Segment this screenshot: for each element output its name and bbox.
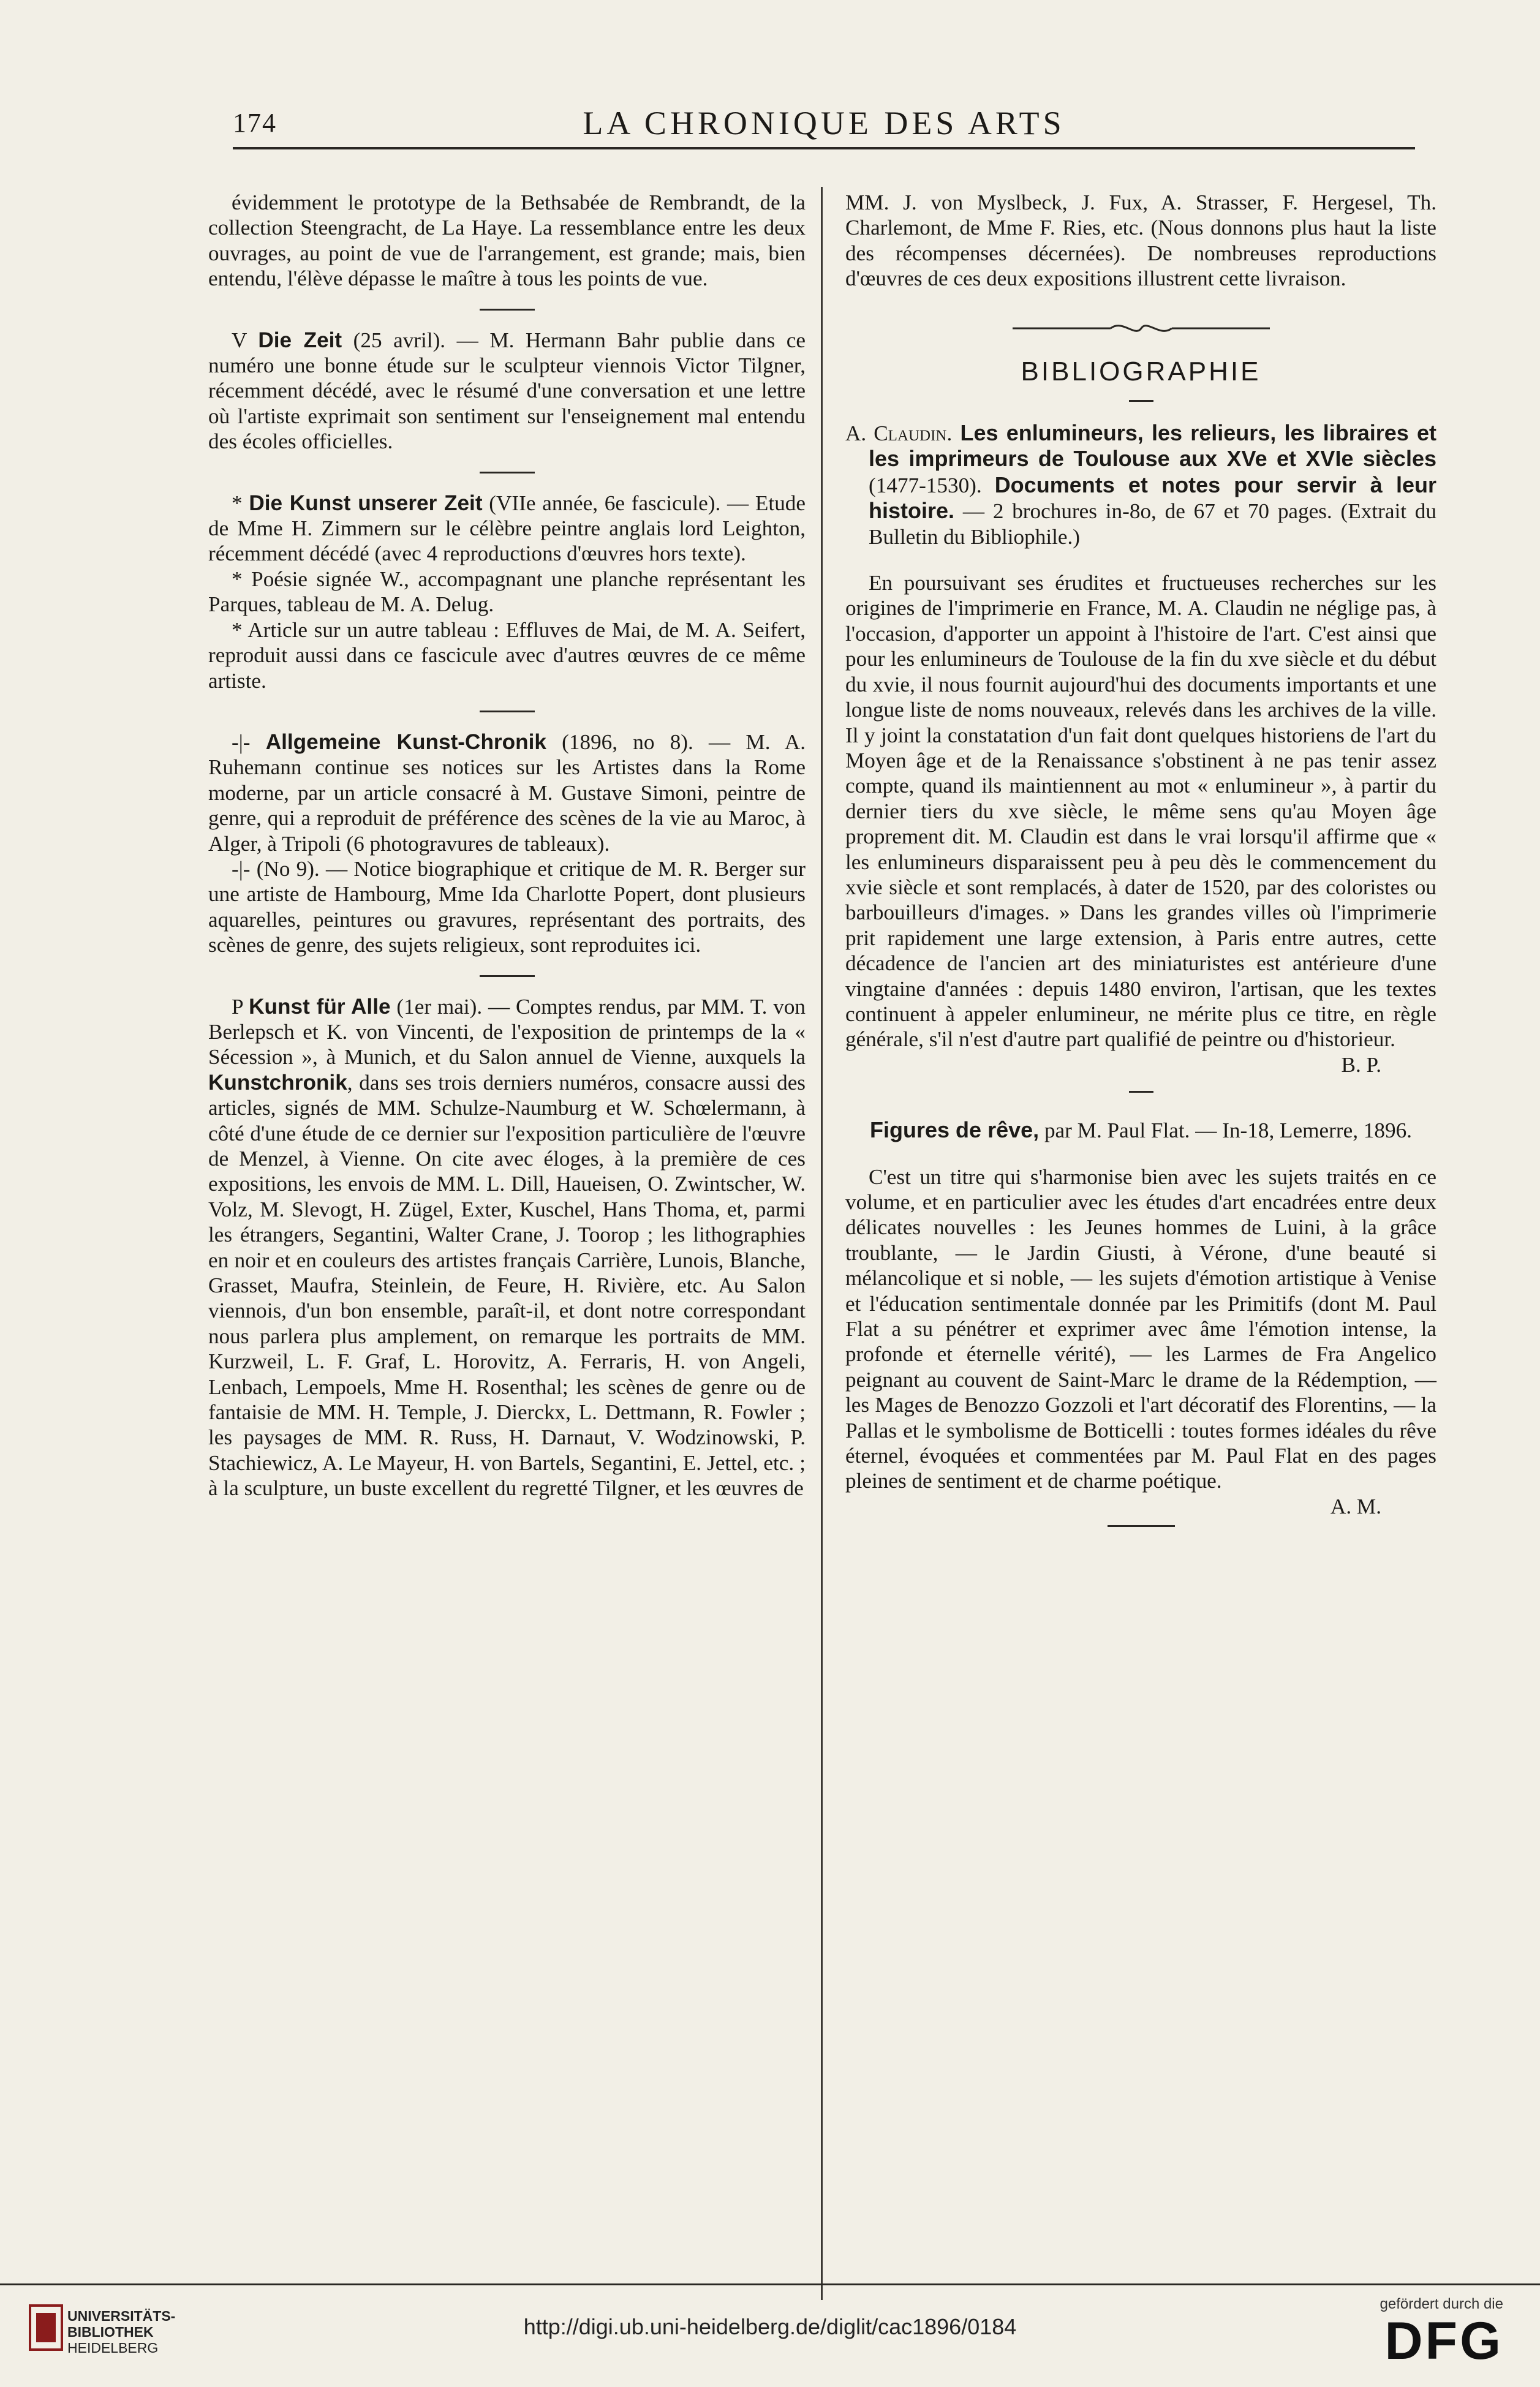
ornament-divider — [1013, 316, 1270, 341]
kfa-text1: (1er mai). — Comptes rendus, par MM. T. von Berlepsch et K. von Vincenti, de l'exposition de printemps de la « Sécession », à Munich, et du Salon annuel de Vienne, auxquels la — [208, 994, 806, 1069]
section-rule — [480, 472, 535, 473]
ornament-icon — [1013, 316, 1270, 341]
funded-by-text: gefördert durch die — [1380, 2296, 1503, 2312]
section-rule — [1108, 1525, 1175, 1527]
paragraph-bethsabee: évidemment le prototype de la Bethsabée de Rembrandt, de la collection Steengracht, de La Haye. La ressemblance entre les deux ouvrages, au point de vue de l'arrangement, est grande; mais, bien entendu, l'élève dépasse le maître à tous les points de vue. — [208, 190, 806, 291]
die-zeit-title: Die Zeit — [258, 328, 342, 352]
allg-title: Allgemeine Kunst-Chronik — [265, 730, 546, 754]
kunst-text: (VIIe année, 6e fascicule). — Etude de Mme H. Zimmern sur le célèbre peintre anglais lord Leighton, récemment décédé (avec 4 reproductions d'œuvres hors texte). — [208, 491, 806, 566]
bib1-title2: Documents et notes pour servir à leur histoire. — [869, 472, 1436, 524]
paragraph-article: * Article sur un autre tableau : Effluves de Mai, de M. A. Seifert, reproduit aussi dans ce fascicule avec d'autres œuvres de ce même artiste. — [208, 617, 806, 693]
bib-entry-claudin-body: En poursuivant ses érudites et fructueuses recherches sur les origines de l'imprimerie en France, M. A. Claudin ne néglige pas, à l'occasion, d'apporter un appoint à l'histoire de l'art. C'est ainsi que pour les enlumineurs de Toulouse de la fin du xve siècle et du début du xvie, il nous fournit aujourd'hui des documents importants et une longue liste de noms nouveaux, relevés dans les archives de la ville. Il y joint la constatation d'un fait dont quelques historiens de l'art du Moyen âge et de la Renaissance s'obstinent à ne pas tenir assez compte, quand ils maintiennent au mot « enlumineur », à partir du dernier tiers du xve siècle, le même sens qu'au Moyen âge proprement dit. M. Claudin est dans le vrai lorsqu'il affirme que « les enlumineurs disparaissent peu à peu dès le commencement du xvie siècle et sont remplacés, à dater de 1520, par des coloristes ou barbouilleurs d'images. » Dans les grandes villes où l'imprimerie prit rapidement une large extension, à Paris entre autres, cette décadence de l'ancien art des miniaturistes est antérieure d'une vingtaine d'années : depuis 1480 environ, l'artisan, que les textes continuent à appeler enlumineur, ne mérite plus ce titre, en règle générale, s'il n'est d'autre part qualifié de peintre ou d'historieur. — [845, 571, 1436, 1052]
kfa-text2: , dans ses trois derniers numéros, consacre aussi des articles, signés de MM. Schulze-Naumburg et W. Schœlermann, à côté d'une étude de ce dernier sur l'exposition particulière de l'œuvre de Menzel, à Vienne. On cite avec éloges, à la première de ces expositions, les envois de MM. L. Dill, Haueisen, O. Zwintscher, W. Volz, M. Slevogt, H. Zügel, Exter, Kuschel, Hans Thoma, et, parmi les étrangers, Segantini, Walter Crane, J. Toorop ; les lithographies en noir et en couleurs des artistes français Carrière, Lunois, Blanche, Grasset, Maufra, Steinlein, de Feure, H. Rivière, etc. Au Salon viennois, d'un bon ensemble, paraît-il, et dont notre correspondant nous parlera plus amplement, on remarque les portraits de MM. Kurzweil, L. F. Graf, L. Horovitz, A. Ferraris, H. von Angeli, Lenbach, Lempoels, Mme H. Rosenthal; les scènes de genre ou de fantaisie de MM. H. Temple, J. Dierckx, L. Dettmann, R. Fowler ; les paysages de MM. R. Russ, H. Darnaut, V. Wodzinowski, P. Stachiewicz, A. Le Mayeur, H. von Bartels, Segantini, E. Jettel, etc. ; à la sculpture, un buste excellent du regretté Tilgner, et les œuvres de — [208, 1070, 806, 1501]
paragraph-kunst-fur-alle — [208, 994, 806, 1501]
allg-text: (1896, no 8). — M. A. Ruhemann continue ses notices sur les Artistes dans la Rome moderne, par un article consacré à M. Gustave Simoni, peintre de genre, qui a reproduit de préférence des scènes de la vie au Maroc, à Alger, à Tripoli (6 photogravures de tableaux). — [208, 730, 806, 856]
library-line-1: UNIVERSITÄTS- — [67, 2308, 176, 2324]
section-title-bibliographie: BIBLIOGRAPHIE — [1021, 356, 1261, 387]
paragraph-allgemeine — [208, 730, 806, 856]
dfg-logo: DFG — [1384, 2312, 1503, 2370]
right-column — [845, 190, 1436, 1533]
bib2-by: par M. Paul Flat. — In-18, Lemerre, 1896. — [1039, 1118, 1412, 1143]
bib1-author: A. Claudin. — [845, 421, 953, 446]
section-rule — [1129, 1091, 1153, 1093]
left-column — [208, 190, 806, 1501]
bib-entry-claudin-heading — [845, 420, 1436, 549]
die-zeit-mark: V — [232, 328, 247, 352]
paragraph-no9: -|- (No 9). — Notice biographique et critique de M. R. Berger sur une artiste de Hambourg, Mme Ida Charlotte Popert, dont plusieurs aquarelles, peintures ou gravures, représentant des portraits, des scènes de genre, des sujets religieux, sont reproduites ici. — [208, 856, 806, 957]
kunst-mark: * — [232, 491, 249, 515]
kunst-title: Die Kunst unserer Zeit — [249, 491, 483, 515]
section-rule — [1129, 400, 1153, 402]
bib-entry-flat-body: C'est un titre qui s'harmonise bien avec les sujets traités en ce volume, et en particulier avec les études d'art encadrées entre deux délicates nouvelles : les Jeunes hommes de Luini, à la grâce troublante, — le Jardin Giusti, à Vérone, d'une beauté si mélancolique et si noble, — les sujets d'émotion artistique à Venise et l'éducation sentimentale donnée par les Primitifs (dont M. Paul Flat a su pénétrer et exprimer avec âme l'émotion intense, la profonde et éternelle vérité), — les Larmes de Fra Angelico peignant au couvent de Saint-Marc le drame de la Rédemption, — les Mages de Benozzo Gozzoli et l'art décoratif des Florentins, — la Pallas et le symbolisme de Botticelli : toutes formes idéales du rêve éternel, évoquées et commentées par M. Paul Flat en des pages pleines de sentiment et de charme poétique. — [845, 1164, 1436, 1493]
section-rule — [480, 309, 535, 311]
paragraph-kunst-unserer-zeit — [208, 491, 806, 567]
bib-entry-flat-heading — [845, 1117, 1436, 1143]
bib1-details: — 2 brochures in-8o, de 67 et 70 pages. (Extrait du Bulletin du Bibliophile.) — [869, 499, 1436, 549]
dfg-credit — [1270, 2296, 1503, 2375]
paragraph-continuation: MM. J. von Myslbeck, J. Fux, A. Strasser, F. Hergesel, Th. Charlemont, de Mme F. Ries, etc. (Nous donnons plus haut la liste des récompenses décernées). De nombreuses reproductions d'œuvres de ces deux expositions illustrent cette livraison. — [845, 190, 1436, 291]
digital-object-url[interactable]: http://digi.ub.uni-heidelberg.de/diglit/cac1896/0184 — [523, 2314, 1017, 2339]
page-header — [233, 104, 1415, 149]
library-line-3: HEIDELBERG — [67, 2340, 159, 2356]
paragraph-die-zeit — [208, 328, 806, 454]
column-divider — [821, 187, 823, 2300]
footer-rule — [0, 2283, 1540, 2285]
bib1-dates: (1477-1530). — [869, 473, 995, 497]
paragraph-poesie: * Poésie signée W., accompagnant une planche représentant les Parques, tableau de M. A. Delug. — [208, 567, 806, 617]
kfa-mark: P — [232, 994, 249, 1019]
die-zeit-text: (25 avril). — M. Hermann Bahr publie dans ce numéro une bonne étude sur le sculpteur viennois Victor Tilgner, récemment décédé, avec le résumé d'une conversation et une lettre où l'artiste exprimait son sentiment sur l'enseignement mal entendu des écoles officielles. — [208, 328, 806, 454]
kfa-title: Kunst für Alle — [249, 994, 391, 1019]
library-line-2: BIBLIOTHEK — [67, 2324, 154, 2340]
bib2-title: Figures de rêve, — [870, 1117, 1040, 1143]
allg-mark: -|- — [232, 730, 266, 754]
page-number: 174 — [233, 108, 277, 138]
section-rule — [480, 711, 535, 712]
running-title: LA CHRONIQUE DES ARTS — [583, 105, 1065, 141]
signature-bp: B. P. — [1341, 1052, 1381, 1077]
section-rule — [480, 975, 535, 977]
signature-am: A. M. — [1330, 1494, 1381, 1518]
bib1-title: Les enlumineurs, les relieurs, les libraires et les imprimeurs de Toulouse aux XVe et XVIe siècles — [869, 420, 1436, 472]
kfa-bold: Kunstchronik — [208, 1070, 347, 1095]
